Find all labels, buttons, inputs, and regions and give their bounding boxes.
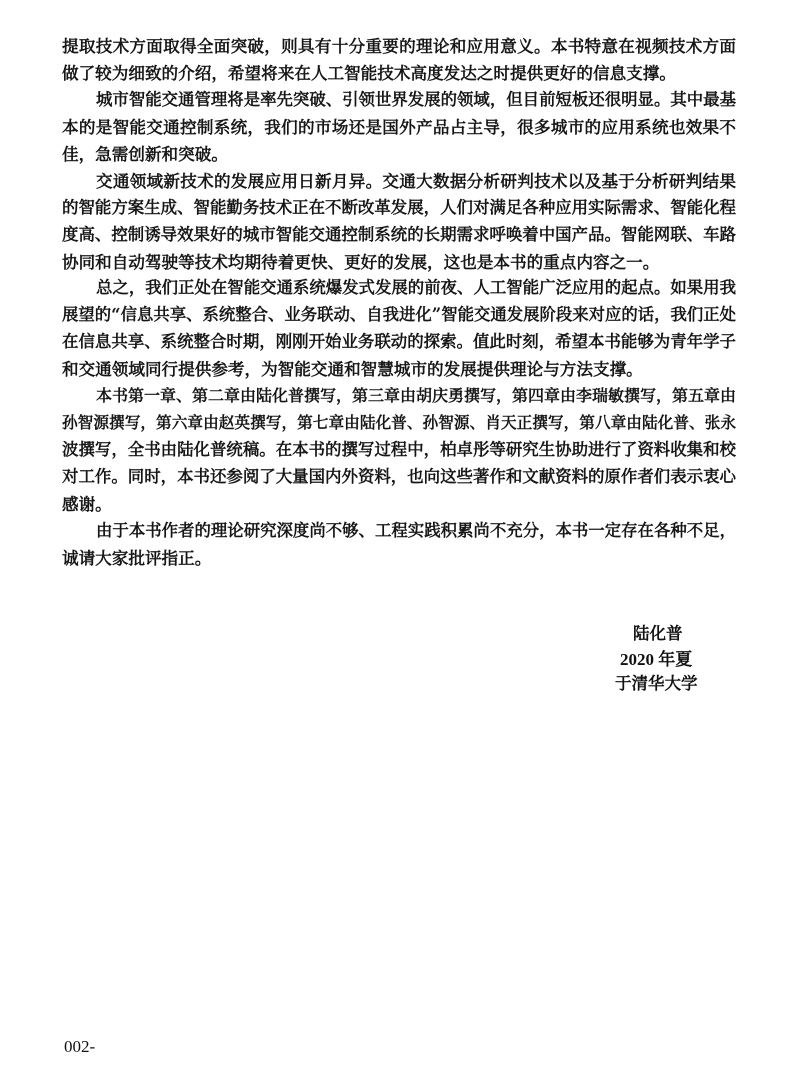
author-name: 陆化普: [633, 624, 683, 643]
page-number: 002-: [64, 1037, 96, 1056]
text-line: 佳，急需创新和突破。: [62, 143, 228, 164]
text-line: 协同和自动驾驶等技术均期待着更快、更好的发展，这也是本书的重点内容之一。: [62, 251, 660, 272]
text-line: 感谢。: [62, 493, 112, 514]
preface-body: [62, 33, 736, 572]
text-line: 波撰写，全书由陆化普统稿。在本书的撰写过程中，柏卓彤等研究生协助进行了资料收集和校: [62, 440, 736, 460]
text-line: 总之，我们正处在智能交通系统爆发式发展的前夜、人工智能广泛应用的起点。如果用我: [96, 278, 736, 298]
text-line: 提取技术方面取得全面突破，则具有十分重要的理论和应用意义。本书特意在视频技术方面: [62, 36, 736, 56]
text-line: 对工作。同时，本书还参阅了大量国内外资料，也向这些著作和文献资料的原作者们表示衷心: [62, 467, 736, 486]
text-line: 在信息共享、系统整合时期，刚刚开始业务联动的探索。值此时刻，希望本书能够为青年学子: [62, 332, 736, 352]
text-line: 做了较为细致的介绍，希望将来在人工智能技术高度发达之时提供更好的信息支撑。: [62, 62, 676, 83]
text-line: 城市智能交通管理将是率先突破、引领世界发展的领域，但目前短板还很明显。其中最基: [96, 89, 736, 109]
text-line: 本的是智能交通控制系统，我们的市场还是国外产品占主导，很多城市的应用系统也效果不: [62, 116, 736, 137]
text-line: 展望的“信息共享、系统整合、业务联动、自我进化”智能交通发展阶段来对应的话，我们正处: [62, 305, 736, 325]
signature-date: 2020 年夏: [620, 650, 693, 669]
text-line: 诚请大家批评指正。: [62, 547, 212, 568]
text-line: 本书第一章、第二章由陆化普撰写，第三章由胡庆勇撰写，第四章由李瑞敏撰写，第五章由: [96, 386, 737, 406]
text-line: 的智能方案生成、智能勤务技术正在不断改革发展，人们对满足各种应用实际需求、智能化程: [62, 197, 736, 217]
text-line: 孙智源撰写，第六章由赵英撰写，第七章由陆化普、孙智源、肖天正撰写，第八章由陆化普、张永: [62, 413, 736, 433]
text-line: 由于本书作者的理论研究深度尚不够、工程实践积累尚不充分，本书一定存在各种不足，: [96, 520, 736, 540]
signature-place: 于清华大学: [615, 674, 698, 693]
text-line: 交通领域新技术的发展应用日新月异。交通大数据分析研判技术以及基于分析研判结果: [96, 170, 736, 191]
text-line: 度高、控制诱导效果好的城市智能交通控制系统的长期需求呼唤着中国产品。智能网联、车路: [62, 224, 736, 244]
text-line: 和交通领域同行提供参考，为智能交通和智慧城市的发展提供理论与方法支撑。: [62, 359, 643, 380]
